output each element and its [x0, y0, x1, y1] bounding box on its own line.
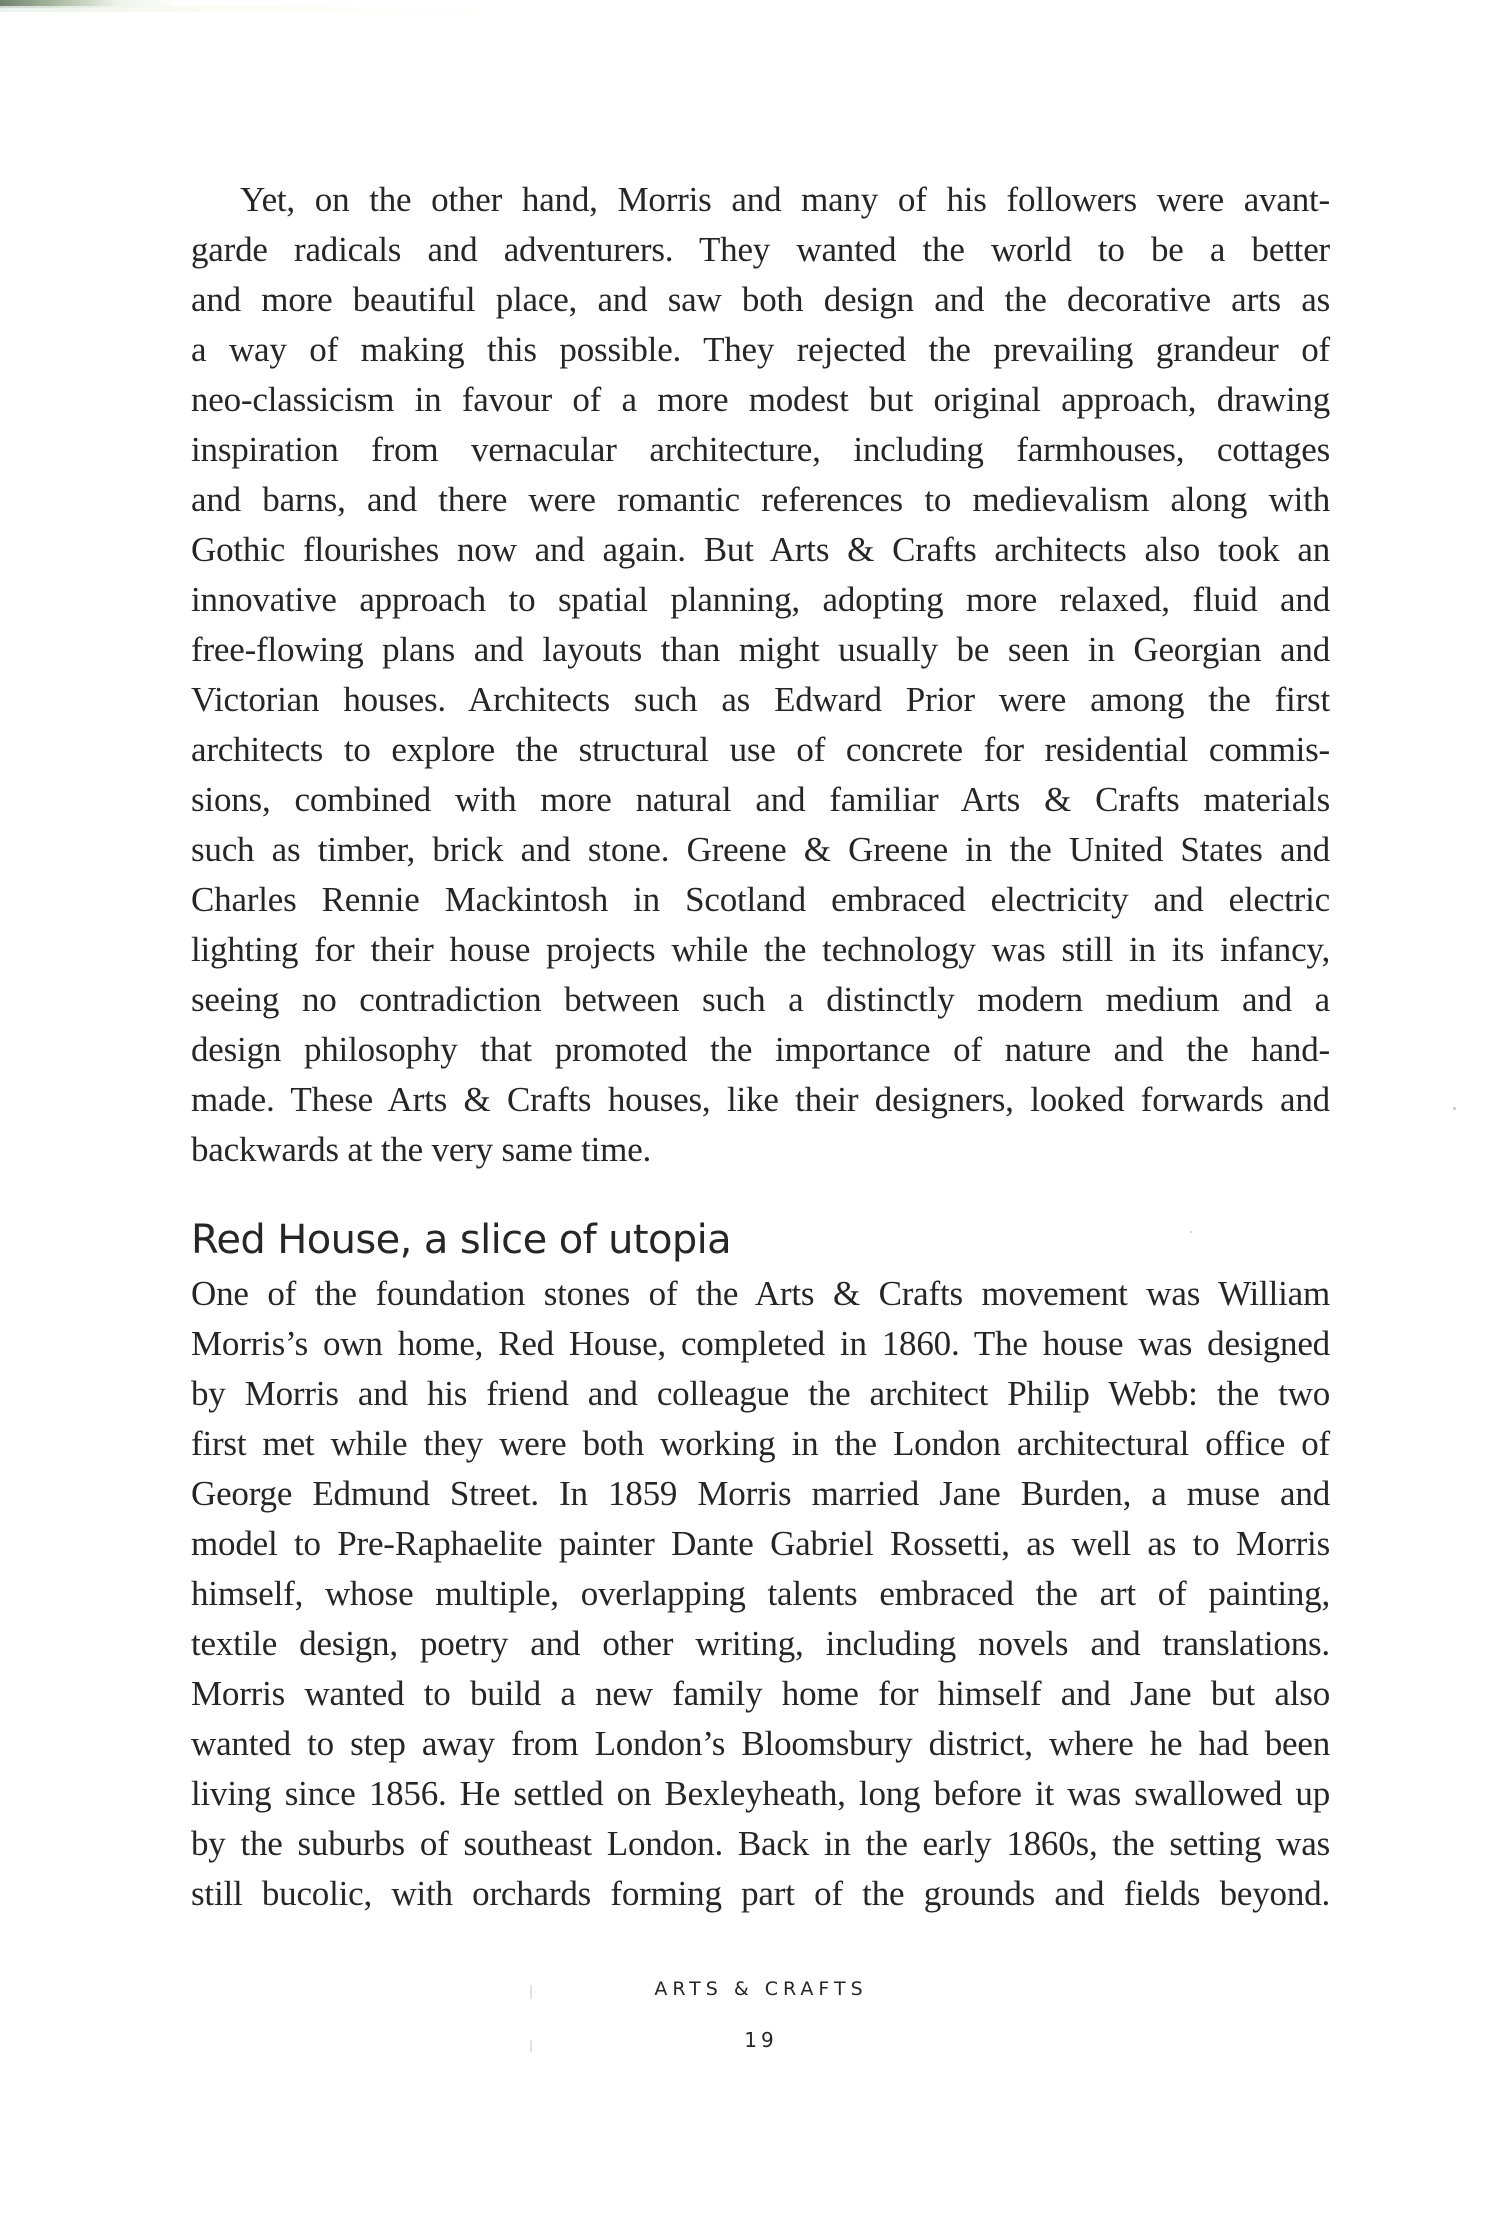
text-line: himself, whose multiple, overlapping talents embraced the art of painting,: [191, 1574, 1330, 1613]
text-line: still bucolic, with orchards forming part of the grounds and fields beyond.: [191, 1874, 1330, 1913]
text-line: living since 1856. He settled on Bexleyheath, long before it was swallowed up: [191, 1774, 1330, 1813]
text-line: Victorian houses. Architects such as Edward Prior were among the first: [191, 680, 1330, 719]
scan-speck: [1190, 1231, 1192, 1233]
text-line: and more beautiful place, and saw both design and the decorative arts as: [191, 280, 1330, 319]
text-line: textile design, poetry and other writing, including novels and translations.: [191, 1624, 1330, 1663]
text-line: by Morris and his friend and colleague the architect Philip Webb: the two: [191, 1374, 1330, 1413]
text-line: Yet, on the other hand, Morris and many of his followers were avant-: [240, 180, 1330, 219]
text-line: a way of making this possible. They rejected the prevailing grandeur of: [191, 330, 1330, 369]
text-line: and barns, and there were romantic references to medievalism along with: [191, 480, 1330, 519]
text-line: architects to explore the structural use of concrete for residential commis-: [191, 730, 1330, 769]
text-line: Charles Rennie Mackintosh in Scotland embraced electricity and electric: [191, 880, 1330, 919]
text-line: neo-classicism in favour of a more modest but original approach, drawing: [191, 380, 1330, 419]
text-line: model to Pre-Raphaelite painter Dante Gabriel Rossetti, as well as to Morris: [191, 1524, 1330, 1563]
text-line: seeing no contradiction between such a distinctly modern medium and a: [191, 980, 1330, 1019]
text-line: by the suburbs of southeast London. Back in the early 1860s, the setting was: [191, 1824, 1330, 1863]
page-number: 19: [744, 2028, 778, 2052]
text-line: inspiration from vernacular architecture, including farmhouses, cottages: [191, 430, 1330, 469]
text-line: design philosophy that promoted the importance of nature and the hand-: [191, 1030, 1330, 1069]
paragraph-arts-crafts-radicals: [191, 175, 1330, 1175]
text-line: garde radicals and adventurers. They wanted the world to be a better: [191, 230, 1330, 269]
text-line: first met while they were both working in the London architectural office of: [191, 1424, 1330, 1463]
scan-edge-tint: [0, 6, 520, 12]
scan-speck: [1453, 1107, 1456, 1110]
text-line: free-flowing plans and layouts than might usually be seen in Georgian and: [191, 630, 1330, 669]
text-line: Gothic flourishes now and again. But Arts & Crafts architects also took an: [191, 530, 1330, 569]
text-line: Morris’s own home, Red House, completed in 1860. The house was designed: [191, 1324, 1330, 1363]
paragraph-red-house: [191, 1269, 1330, 1919]
text-line: George Edmund Street. In 1859 Morris married Jane Burden, a muse and: [191, 1474, 1330, 1513]
text-line: One of the foundation stones of the Arts & Crafts movement was William: [191, 1274, 1330, 1313]
text-line: such as timber, brick and stone. Greene & Greene in the United States and: [191, 830, 1330, 869]
text-line: sions, combined with more natural and familiar Arts & Crafts materials: [191, 780, 1330, 819]
text-line: backwards at the very same time.: [191, 1130, 652, 1169]
text-line: lighting for their house projects while the technology was still in its infancy,: [191, 930, 1330, 969]
text-line: innovative approach to spatial planning, adopting more relaxed, fluid and: [191, 580, 1330, 619]
text-line: made. These Arts & Crafts houses, like their designers, looked forwards and: [191, 1080, 1330, 1119]
running-title: ARTS & CRAFTS: [654, 1978, 868, 2000]
text-line: Morris wanted to build a new family home for himself and Jane but also: [191, 1674, 1330, 1713]
section-heading-red-house: Red House, a slice of utopia: [191, 1217, 732, 1263]
text-line: wanted to step away from London’s Bloomsbury district, where he had been: [191, 1724, 1330, 1763]
